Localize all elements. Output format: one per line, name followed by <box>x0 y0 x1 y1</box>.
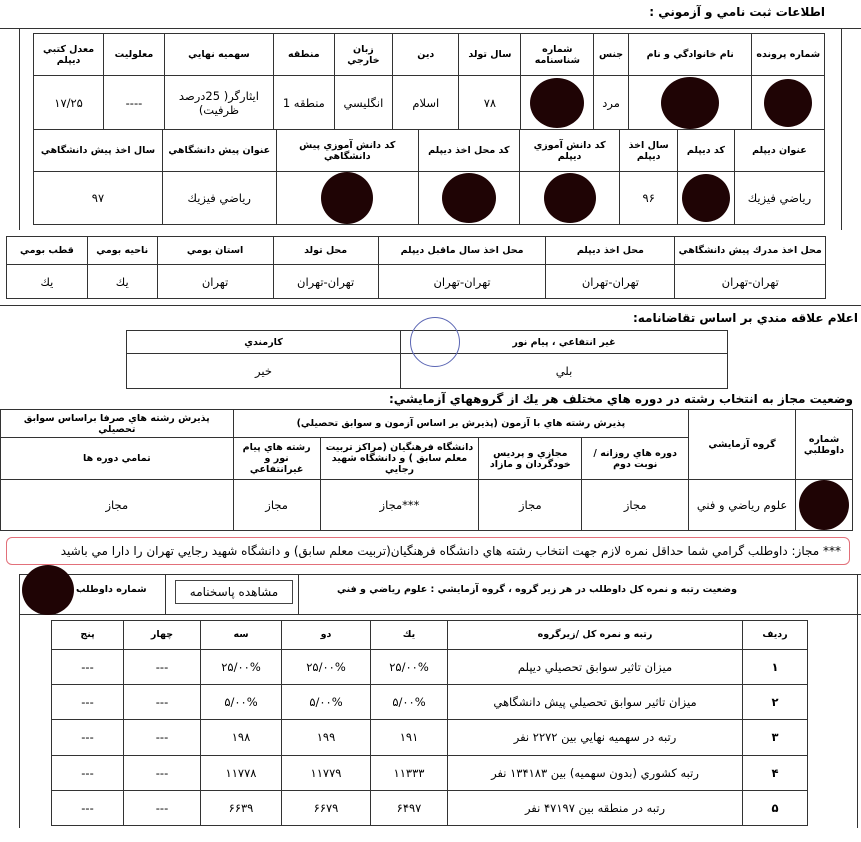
header-student-code: كد دانش آموزي ديپلم <box>519 130 620 172</box>
rank-table <box>51 620 808 826</box>
gender-cell: مرد <box>594 76 629 130</box>
header-native-pole: قطب بومي <box>7 237 88 265</box>
row-number-cell: ۴ <box>743 755 808 790</box>
header-birth-place: محل تولد <box>273 237 378 265</box>
rank-title-cell: رتبه در سهميه نهايي بين ۲۲۷۲ نفر <box>448 720 743 755</box>
redaction-mark <box>661 77 719 129</box>
header-group-four: چهار <box>124 621 201 650</box>
notice-box <box>6 537 850 565</box>
rank-title-cell: رتبه كشوري (بدون سهميه) بين ۱۳۴۱۸۳ نفر <box>448 755 743 790</box>
header-fullname: نام خانوادگي و نام <box>629 34 752 76</box>
group-one-cell: ۵/۰۰% <box>371 685 448 720</box>
header-diploma-code: كد ديپلم <box>677 130 734 172</box>
virtual-status-cell: مجاز <box>479 480 582 531</box>
farhangian-status-cell: ***مجاز <box>320 480 479 531</box>
diploma-year-cell: ۹۶ <box>620 172 678 225</box>
header-disability: معلوليت <box>104 34 165 76</box>
header-diploma-title: عنوان ديپلم <box>734 130 824 172</box>
row-number-cell: ۵ <box>743 790 808 825</box>
preuni-year-cell: ۹۷ <box>34 172 163 225</box>
diploma-place-cell: تهران-تهران <box>546 265 675 299</box>
student-code-cell <box>519 172 620 225</box>
redaction-mark <box>544 173 596 223</box>
table-row <box>52 649 808 684</box>
header-all-courses: تمامي دوره ها <box>1 438 234 480</box>
header-language: زبان خارجي <box>334 34 393 76</box>
table-row <box>52 755 808 790</box>
group-one-cell: ۲۵/۰۰% <box>371 649 448 684</box>
group-five-cell: --- <box>52 649 124 684</box>
cursor-ring <box>410 317 460 367</box>
group-one-cell: ۱۱۳۳۳ <box>371 755 448 790</box>
header-exam-admission: پذيرش رشته هاي با آزمون (پذيرش بر اساس آزمون و سوابق تحصيلي) <box>233 410 688 438</box>
fullname-cell <box>629 76 752 130</box>
group-three-cell: ۱۹۸ <box>201 720 282 755</box>
group-three-cell: ۵/۰۰% <box>201 685 282 720</box>
redaction-mark <box>530 78 584 128</box>
header-daily-courses: دوره هاي روزانه / نوبت دوم <box>582 438 689 480</box>
preuni-place-cell: تهران-تهران <box>675 265 826 299</box>
header-candidate-number: شماره داوطلبي <box>796 410 853 480</box>
header-virtual-campus: مجازي و پرديس خودگردان و مازاد <box>479 438 582 480</box>
registration-table <box>33 33 825 130</box>
redaction-mark <box>799 480 849 530</box>
header-payamnoor: رشته هاي پيام نور و غيرانتفاعي <box>233 438 320 480</box>
header-place-code: كد محل اخذ ديپلم <box>418 130 519 172</box>
redaction-mark <box>22 565 74 615</box>
group-four-cell: --- <box>124 720 201 755</box>
birth-year-cell: ۷۸ <box>459 76 521 130</box>
diploma-code-cell <box>677 172 734 225</box>
redaction-mark <box>764 79 812 127</box>
group-one-cell: ۶۴۹۷ <box>371 790 448 825</box>
group-three-cell: ۶۶۳۹ <box>201 790 282 825</box>
disability-cell: ---- <box>104 76 165 130</box>
header-exam-group: گروه آزمايشي <box>689 410 796 480</box>
notice-text: *** مجاز: داوطلب گرامي شما حداقل نمره لازم جهت انتخاب رشته هاي دانشگاه فرهنگيان(تربيت معلم سابق) و دانشگاه شهيد رجايي تهران را دارا مي باشيد <box>60 544 841 558</box>
rank-title-cell: ميزان تاثير سوابق تحصيلي پيش دانشگاهي <box>448 685 743 720</box>
redaction-mark <box>682 174 730 222</box>
section4-title: وضعيت رتبه و نمره كل داوطلب در هر زير گروه ، گروه آزمايشي : علوم رياضي و فني <box>337 584 737 595</box>
header-diploma-year: سال اخذ ديپلم <box>620 130 678 172</box>
records-status-cell: مجاز <box>1 480 234 531</box>
header-religion: دين <box>393 34 459 76</box>
region-cell: منطقه 1 <box>274 76 334 130</box>
prev-year-place-cell: تهران-تهران <box>378 265 546 299</box>
rank-title-cell: رتبه در منطقه بين ۴۷۱۹۷ نفر <box>448 790 743 825</box>
header-gender: جنس <box>594 34 629 76</box>
location-table <box>6 236 826 299</box>
religion-cell: اسلام <box>393 76 459 130</box>
native-district-cell: يك <box>87 265 157 299</box>
header-farhangian: دانشگاه فرهنگيان (مراكز تربيت معلم سابق ) و دانشگاه شهيد رجايي <box>320 438 479 480</box>
header-row-number: رديف <box>743 621 808 650</box>
view-answer-sheet-button[interactable]: مشاهده پاسخنامه <box>175 580 293 604</box>
group-five-cell: --- <box>52 685 124 720</box>
quota-cell: ايثارگر( 25درصد ظرفيت) <box>164 76 273 130</box>
file-number-cell <box>752 76 825 130</box>
header-preuni-title: عنوان پيش دانشگاهي <box>162 130 276 172</box>
redaction-mark <box>442 173 496 223</box>
native-province-cell: تهران <box>157 265 273 299</box>
group-three-cell: ۲۵/۰۰% <box>201 649 282 684</box>
header-records-admission: پذيرش رشته هاي صرفا براساس سوابق تحصيلي <box>1 410 234 438</box>
group-two-cell: ۱۱۷۷۹ <box>282 755 371 790</box>
group-three-cell: ۱۱۷۷۸ <box>201 755 282 790</box>
group-two-cell: ۲۵/۰۰% <box>282 649 371 684</box>
candidate-number-cell <box>796 480 853 531</box>
header-quota: سهميه نهايي <box>164 34 273 76</box>
group-four-cell: --- <box>124 755 201 790</box>
header-native-district: ناحيه بومي <box>87 237 157 265</box>
row-number-cell: ۲ <box>743 685 808 720</box>
exam-group-cell: علوم رياضي و فني <box>689 480 796 531</box>
group-five-cell: --- <box>52 790 124 825</box>
header-group-one: يك <box>371 621 448 650</box>
group-five-cell: --- <box>52 720 124 755</box>
group-one-cell: ۱۹۱ <box>371 720 448 755</box>
group-two-cell: ۵/۰۰% <box>282 685 371 720</box>
place-code-cell <box>418 172 519 225</box>
header-preuni-code: كد دانش آموزي پيش دانشگاهي <box>276 130 418 172</box>
daily-status-cell: مجاز <box>582 480 689 531</box>
group-four-cell: --- <box>124 790 201 825</box>
birth-place-cell: تهران-تهران <box>273 265 378 299</box>
section2-title: اعلام علاقه مندي بر اساس تقاضانامه: <box>632 311 858 325</box>
rank-title-cell: ميزان تاثير سوابق تحصيلي ديپلم <box>448 649 743 684</box>
preuni-code-cell <box>276 172 418 225</box>
section3-title: وضعيت مجاز به انتخاب رشته در دوره هاي مختلف هر يك از گروههاي آزمايشي: <box>388 392 853 406</box>
header-file-number: شماره پرونده <box>752 34 825 76</box>
group-two-cell: ۱۹۹ <box>282 720 371 755</box>
header-diploma-place: محل اخذ ديپلم <box>546 237 675 265</box>
header-id-number: شماره شناسنامه <box>521 34 594 76</box>
row-number-cell: ۳ <box>743 720 808 755</box>
group-four-cell: --- <box>124 649 201 684</box>
diploma-table <box>33 129 825 225</box>
header-preuni-year: سال اخذ پيش دانشگاهي <box>34 130 163 172</box>
eligibility-table <box>0 409 853 531</box>
section1-title: اطلاعات ثبت نامي و آزموني : <box>649 5 825 19</box>
language-cell: انگليسي <box>334 76 393 130</box>
id-number-cell <box>521 76 594 130</box>
header-birth-year: سال تولد <box>459 34 521 76</box>
group-five-cell: --- <box>52 755 124 790</box>
header-group-three: سه <box>201 621 282 650</box>
header-region: منطقه <box>274 34 334 76</box>
header-rank-title: رتبه و نمره كل /زيرگروه <box>448 621 743 650</box>
employee-cell: خير <box>127 354 401 389</box>
native-pole-cell: يك <box>7 265 88 299</box>
payamnoor-status-cell: مجاز <box>233 480 320 531</box>
header-prev-year-place: محل اخذ سال ماقبل ديپلم <box>378 237 546 265</box>
table-row <box>52 790 808 825</box>
table-row <box>52 685 808 720</box>
table-row <box>52 720 808 755</box>
header-nonprofit: غير انتفاعي ، پيام نور <box>401 331 728 354</box>
header-preuni-place: محل اخذ مدرك پيش دانشگاهي <box>675 237 826 265</box>
group-two-cell: ۶۶۷۹ <box>282 790 371 825</box>
nonprofit-cell: بلي <box>401 354 728 389</box>
candidate-number-redacted <box>22 565 74 618</box>
preuni-title-cell: رياضي فيزيك <box>162 172 276 225</box>
header-group-two: دو <box>282 621 371 650</box>
redaction-mark <box>321 172 373 224</box>
gpa-cell: ۱۷/۲۵ <box>34 76 104 130</box>
candidate-number-label: شماره داوطلب <box>76 584 147 595</box>
header-gpa: معدل كتبي ديپلم <box>34 34 104 76</box>
header-employee: كارمندي <box>127 331 401 354</box>
diploma-title-cell: رياضي فيزيك <box>734 172 824 225</box>
header-native-province: استان بومي <box>157 237 273 265</box>
header-group-five: پنج <box>52 621 124 650</box>
row-number-cell: ۱ <box>743 649 808 684</box>
group-four-cell: --- <box>124 685 201 720</box>
